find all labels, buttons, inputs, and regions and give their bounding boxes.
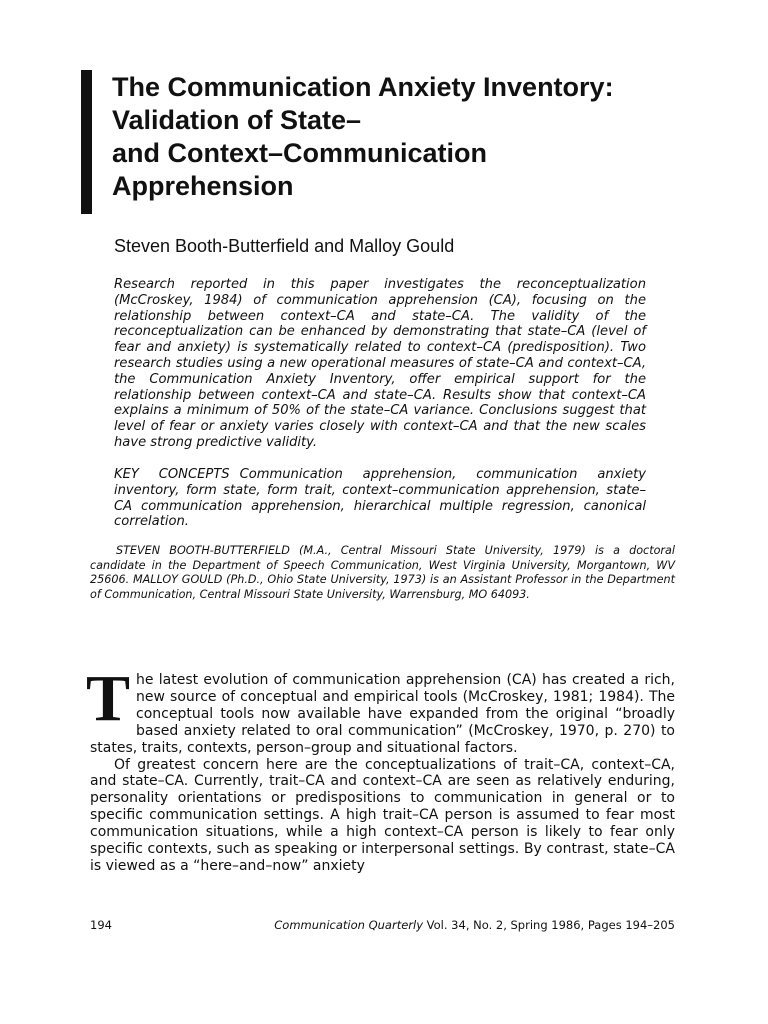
article-abstract: Research reported in this paper investigates the reconceptualization (McCroskey, 1984) of communication apprehension (CA), focusing on the relationship between context–CA and state–CA. The validity of the reconceptualization can be enhanced by demonstrating that state–CA (level of fear and anxiety) is systematically related to context–CA (predisposition). Two research studies using a new operational measures of state–CA and context–CA, the Communication Anxiety Inventory, offer empirical support for the relationship between context–CA and state–CA. Results show that context–CA explains a minimum of 50% of the state–CA variance. Conclusions suggest that level of fear or anxiety varies closely with context–CA and that the new scales have strong predictive validity. [114, 277, 646, 450]
key-concepts [114, 467, 646, 530]
title-line: The Communication Anxiety Inventory: [112, 72, 614, 102]
body-paragraph-text: he latest evolution of communication apprehension (CA) has created a rich, new source of conceptual and empirical tools (McCroskey, 1981; 1984). The conceptual tools now available have expanded from the original “broadly based anxiety related to oral communication” (McCroskey, 1970, p. 270) to states, traits, contexts, person–group and situational factors. [90, 672, 675, 756]
citation-details: Vol. 34, No. 2, Spring 1986, Pages 194–205 [423, 918, 675, 932]
journal-name: Communication Quarterly [274, 918, 424, 932]
title-line: Validation of State– [112, 105, 362, 135]
page-number: 194 [90, 918, 112, 932]
article-body [86, 662, 675, 875]
body-paragraph [86, 662, 675, 757]
key-concepts-text: Communication apprehension, communication anxiety inventory, form state, form trait, context–communication apprehension, state–CA communication apprehension, hierarchical multiple regression, canonical correlation. [114, 467, 646, 530]
title-line: Apprehension [112, 171, 294, 201]
body-paragraph: Of greatest concern here are the conceptualizations of trait–CA, context–CA, and state–CA. Currently, trait–CA and context–CA are seen as relatively enduring, personality orientations or predispositions to communication in general or to specific communication settings. A high trait–CA person is assumed to fear most communication situations, while a high context–CA person is likely to fear only specific contexts, such as speaking or interpersonal settings. By contrast, state–CA is viewed as a “here–and–now” anxiety [90, 756, 675, 874]
article-authors: Steven Booth-Butterfield and Malloy Gould [114, 236, 455, 256]
title-line: and Context–Communication [112, 138, 488, 168]
author-bio: STEVEN BOOTH-BUTTERFIELD (M.A., Central Missouri State University, 1979) is a doctoral candidate in the Department of Speech Communication, West Virginia University, Morgantown, WV 25606. MALLOY GOULD (Ph.D., Ohio State University, 1973) is an Assistant Professor in the Department of Communication, Central Missouri State University, Warrensburg, MO 64093. [90, 544, 675, 601]
drop-cap: T [86, 662, 131, 735]
journal-citation [274, 918, 675, 932]
article-title [112, 71, 692, 203]
title-rule [81, 70, 92, 214]
key-concepts-label: KEY CONCEPTS [114, 467, 230, 482]
